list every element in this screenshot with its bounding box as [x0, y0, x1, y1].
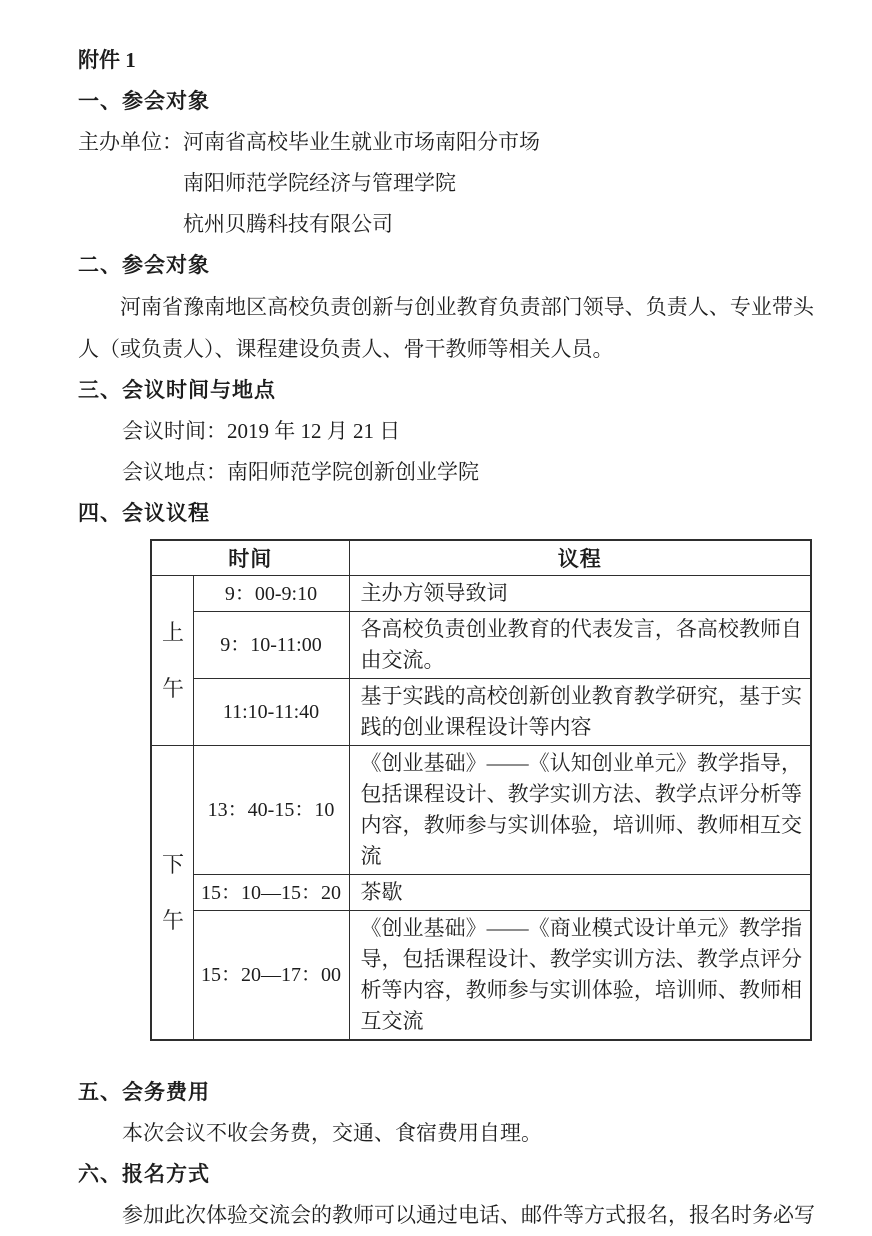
- agenda-cell: 主办方领导致词: [349, 576, 811, 612]
- time-cell: 15：20—17：00: [193, 911, 349, 1041]
- agenda-cell: 茶歇: [349, 875, 811, 911]
- attachment-label: 附件 1: [78, 48, 136, 72]
- agenda-cell: 基于实践的高校创新创业教育教学研究，基于实践的创业课程设计等内容: [349, 679, 811, 746]
- agenda-row: [151, 612, 811, 679]
- section-2-heading: 二、参会对象: [78, 254, 210, 277]
- meeting-time-line: 会议时间：2019 年 12 月 21 日: [122, 419, 401, 443]
- organizer-label: 主办单位：: [78, 130, 183, 154]
- organizer-value-1: 河南省高校毕业生就业市场南阳分市场: [183, 130, 540, 154]
- organizer-line-2: 南阳师范学院经济与管理学院: [183, 171, 456, 195]
- agenda-row: [151, 746, 811, 875]
- section-6-body: 参加此次体验交流会的教师可以通过电话、邮件等方式报名，报名时务必写: [122, 1203, 815, 1227]
- section-5-heading: 五、会务费用: [78, 1081, 210, 1104]
- agenda-table: [150, 539, 812, 1041]
- organizer-line-3: 杭州贝腾科技有限公司: [183, 212, 393, 236]
- agenda-row: [151, 679, 811, 746]
- time-cell: 15：10—15：20: [193, 875, 349, 911]
- section-5-body: 本次会议不收会务费，交通、食宿费用自理。: [122, 1121, 542, 1145]
- period-label-afternoon: 下午: [151, 746, 193, 1041]
- section-4-heading: 四、会议议程: [78, 502, 210, 525]
- section-3-heading: 三、会议时间与地点: [78, 379, 276, 402]
- agenda-cell: 各高校负责创业教育的代表发言，各高校教师自由交流。: [349, 612, 811, 679]
- agenda-row: [151, 875, 811, 911]
- section-1-heading: 一、参会对象: [78, 90, 210, 113]
- agenda-cell: 《创业基础》——《商业模式设计单元》教学指导，包括课程设计、教学实训方法、教学点评分析等内容，教师参与实训体验，培训师、教师相互交流: [349, 911, 811, 1041]
- time-cell: 13：40-15：10: [193, 746, 349, 875]
- meeting-location-line: 会议地点：南阳师范学院创新创业学院: [122, 460, 479, 484]
- agenda-cell: 《创业基础》——《认知创业单元》教学指导，包括课程设计、教学实训方法、教学点评分析等内容，教师参与实训体验，培训师、教师相互交流: [349, 746, 811, 875]
- section-2-body: 河南省豫南地区高校负责创新与创业教育负责部门领导、负责人、专业带头人（或负责人）、课程建设负责人、骨干教师等相关人员。: [78, 295, 814, 361]
- time-cell: 9：10-11:00: [193, 612, 349, 679]
- section-6-heading: 六、报名方式: [78, 1163, 210, 1186]
- agenda-row: [151, 911, 811, 1041]
- agenda-row: [151, 576, 811, 612]
- agenda-header-time: 时间: [151, 540, 349, 576]
- time-cell: 9：00-9:10: [193, 576, 349, 612]
- period-label-morning: 上午: [151, 576, 193, 746]
- time-cell: 11:10-11:40: [193, 679, 349, 746]
- agenda-header-row: [151, 540, 811, 576]
- agenda-header-agenda: 议程: [349, 540, 811, 576]
- organizer-line-1: [78, 122, 814, 163]
